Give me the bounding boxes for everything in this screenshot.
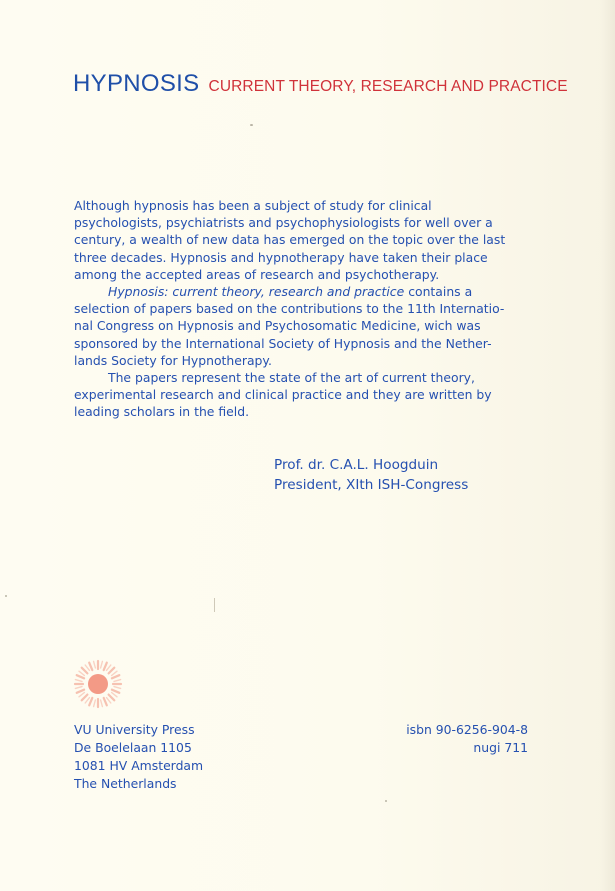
blurb-paragraph-2 xyxy=(74,283,544,369)
isbn-number: isbn 90-6256-904-8 xyxy=(406,722,528,737)
scan-speck xyxy=(5,595,7,597)
text-fragment: contains a xyxy=(404,284,473,300)
signature-name: Prof. dr. C.A.L. Hoogduin xyxy=(274,457,439,473)
publisher-street: De Boelelaan 1105 xyxy=(74,740,192,755)
scan-speck xyxy=(385,800,387,802)
publisher-address xyxy=(74,721,203,793)
scan-speck xyxy=(214,598,215,612)
blurb-paragraph-3 xyxy=(74,369,544,421)
publisher-city: 1081 HV Amsterdam xyxy=(74,758,204,773)
book-codes xyxy=(406,721,528,757)
text-line: nal Congress on Hypnosis and Psychosomatic Medicine, wich was xyxy=(74,318,481,334)
text-line: Although hypnosis has been a subject of study for clinical xyxy=(74,198,432,213)
text-line xyxy=(74,283,544,300)
blurb-paragraph-1 xyxy=(74,197,544,283)
page-edge-shadow xyxy=(601,0,615,891)
book-subtitle: CURRENT THEORY, RESEARCH AND PRACTICE xyxy=(208,78,568,95)
text-line: leading scholars in the field. xyxy=(74,404,250,420)
signature-block xyxy=(274,455,468,495)
text-line: three decades. Hypnosis and hypnotherapy have taken their place xyxy=(74,249,488,265)
text-line: psychologists, psychiatrists and psychophysiologists for well over a xyxy=(74,215,493,231)
text-line: experimental research and clinical practice and they are written by xyxy=(74,387,492,403)
publisher-name: VU University Press xyxy=(74,722,195,737)
text-line: century, a wealth of new data has emerged on the topic over the last xyxy=(74,232,506,248)
blurb xyxy=(74,197,544,421)
publisher-country: The Netherlands xyxy=(74,776,177,791)
text-line: The papers represent the state of the art of current theory, xyxy=(108,370,475,386)
text-line: sponsored by the International Society of Hypnosis and the Nether- xyxy=(74,335,492,351)
scan-speck xyxy=(250,124,253,126)
cover-title xyxy=(73,70,568,98)
text-line: selection of papers based on the contributions to the 11th Internatio- xyxy=(74,301,505,317)
signature-role: President, XIth ISH-Congress xyxy=(274,477,469,493)
text-line: lands Society for Hypnotherapy. xyxy=(74,352,272,368)
vu-sun-logo-icon xyxy=(72,658,124,710)
text-line: among the accepted areas of research and psychotherapy. xyxy=(74,266,440,282)
nugi-code: nugi 711 xyxy=(473,740,528,755)
book-title: HYPNOSIS xyxy=(73,70,200,97)
book-title-italic: Hypnosis: current theory, research and practice xyxy=(108,284,405,300)
